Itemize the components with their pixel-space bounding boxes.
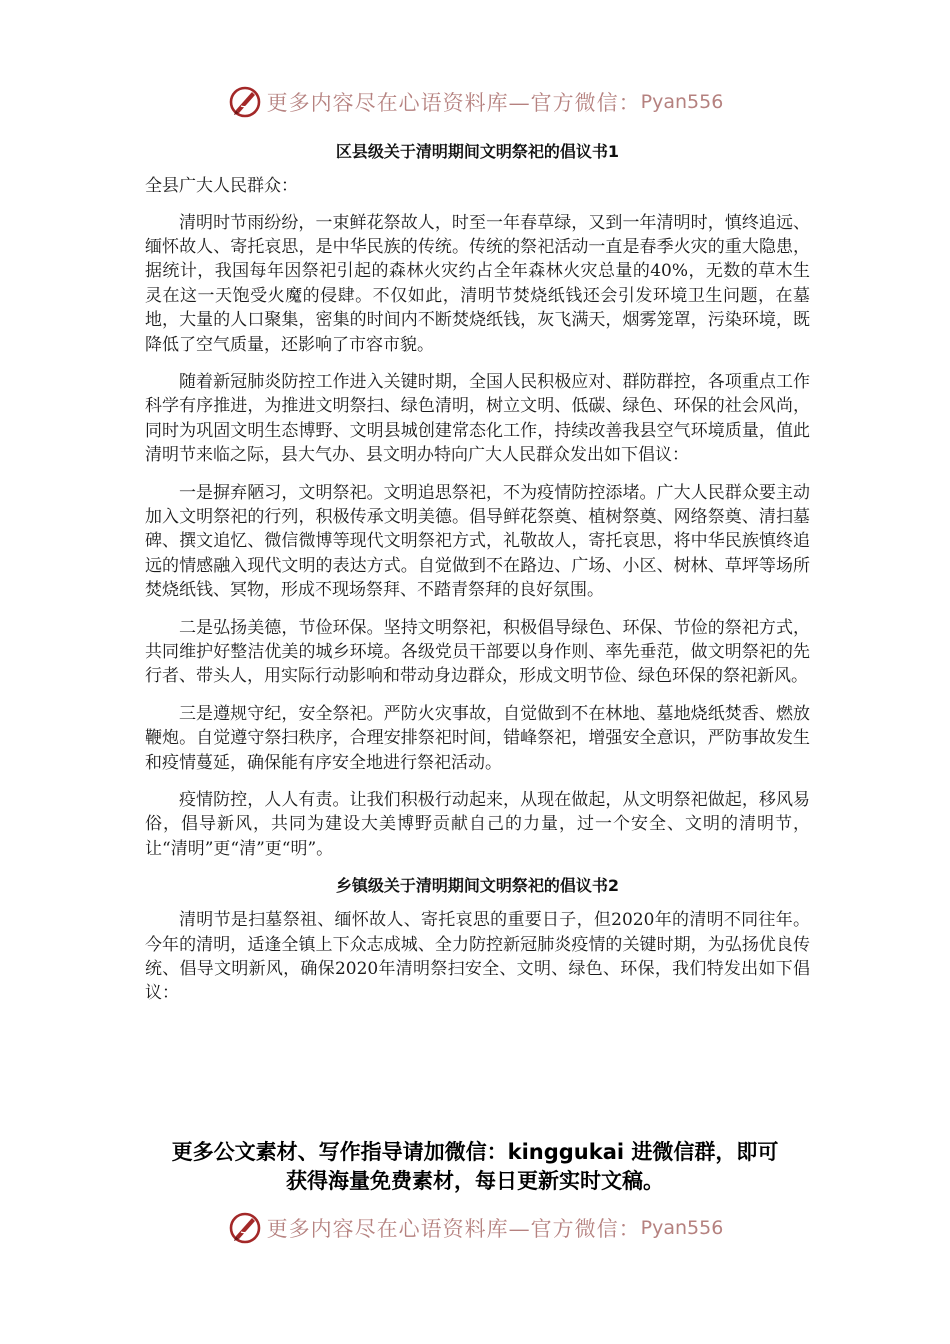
banner-text: 更多内容尽在心语资料库—官方微信：	[266, 1217, 641, 1241]
paragraph: 清明时节雨纷纷，一束鲜花祭故人，时至一年春草绿，又到一年清明时，慎终追远、缅怀故人、寄托哀思，是中华民族的传统。传统的祭祀活动一直是春季火灾的重大隐患，据统计，我国每年因祭祀引起的森林火灾约占全年森林火灾总量的40%，无数的草木生灵在这一天饱受火魔的侵肆。不仅如此，清明节焚烧纸钱还会引发环境卫生问题，在墓地，大量的人口聚集，密集的时间内不断焚烧纸钱，灰飞满天，烟雾笼罩，污染环境，既降低了空气质量，还影响了市容市貌。	[145, 212, 810, 355]
promo-notice	[120, 1138, 830, 1196]
paragraph: 清明节是扫墓祭祖、缅怀故人、寄托哀思的重要日子，但2020年的清明不同往年。今年的清明，适逢全镇上下众志成城、全力防控新冠肺炎疫情的关键时期，为弘扬优良传统、倡导文明新风，确保2020年清明祭扫安全、文明、绿色、环保，我们特发出如下倡议：	[145, 910, 810, 1004]
salutation: 全县广大人民群众：	[145, 176, 298, 196]
banner-text: 更多内容尽在心语资料库—官方微信：	[266, 91, 641, 115]
paragraph: 三是遵规守纪，安全祭祀。严防火灾事故，自觉做到不在林地、墓地烧纸焚香、燃放鞭炮。自觉遵守祭扫秩序，合理安排祭祀时间，错峰祭祀，增强安全意识，严防事故发生和疫情蔓延，确保能有序安全地进行祭祀活动。	[145, 703, 810, 773]
paragraph: 一是摒弃陋习，文明祭祀。文明追思祭祀，不为疫情防控添堵。广大人民群众要主动加入文明祭祀的行列，积极传承文明美德。倡导鲜花祭奠、植树祭奠、网络祭奠、清扫墓碑、撰文追忆、微信微博等现代文明祭祀方式，礼敬故人，寄托哀思，将中华民族慎终追远的情感融入现代文明的表达方式。自觉做到不在路边、广场、小区、树林、草坪等场所焚烧纸钱、冥物，形成不现场祭拜、不踏青祭拜的良好氛围。	[145, 482, 810, 601]
document-title-2: 乡镇级关于清明期间文明祭祀的倡议书2	[335, 876, 620, 896]
banner-wechat-id: Pyan556	[640, 1217, 724, 1239]
paragraph: 二是弘扬美德，节俭环保。坚持文明祭祀，积极倡导绿色、环保、节俭的祭祀方式，共同维护好整洁优美的城乡环境。各级党员干部要以身作则、率先垂范，做文明祭祀的先行者、带头人，用实际行动影响和带动身边群众，形成文明节俭、绿色环保的祭祀新风。	[145, 617, 810, 687]
document-title-1: 区县级关于清明期间文明祭祀的倡议书1	[335, 142, 620, 161]
promo-line-1: 更多公文素材、写作指导请加微信：kinggukai 进微信群，即可	[171, 1140, 779, 1164]
pen-logo-icon	[227, 84, 263, 120]
paragraph: 随着新冠肺炎防控工作进入关键时期，全国人民积极应对、群防群控，各项重点工作科学有序推进，为推进文明祭扫、绿色清明，树立文明、低碳、绿色、环保的社会风尚，同时为巩固文明生态博野、文明县城创建常态化工作，持续改善我县空气环境质量，值此清明节来临之际，县大气办、县文明办特向广大人民群众发出如下倡议：	[145, 371, 810, 466]
document-body	[145, 140, 810, 1019]
promo-line-2: 获得海量免费素材，每日更新实时文稿。	[286, 1169, 664, 1193]
header-banner	[0, 82, 950, 122]
banner-wechat-id: Pyan556	[640, 91, 724, 113]
pen-logo-icon	[227, 1210, 263, 1246]
footer-banner	[0, 1208, 950, 1248]
paragraph: 疫情防控，人人有责。让我们积极行动起来，从现在做起，从文明祭祀做起，移风易俗，倡导新风，共同为建设大美博野贡献自己的力量，过一个安全、文明的清明节，让“清明”更“清”更“明”。	[145, 790, 810, 859]
